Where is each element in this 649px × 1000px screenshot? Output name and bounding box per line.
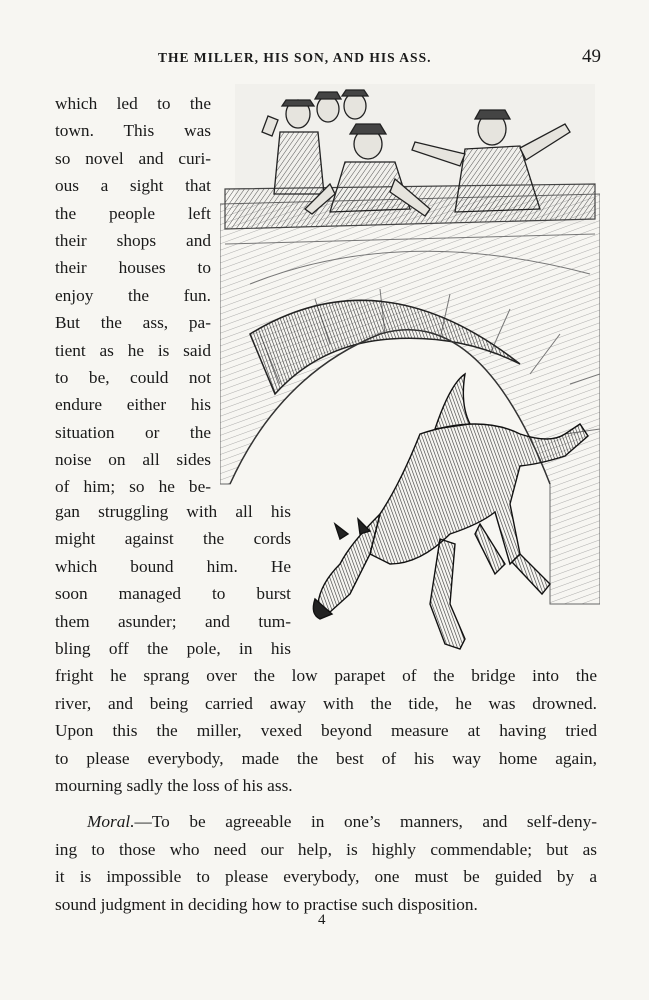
text-line: it is impossible to please everybody, one must be guided by a xyxy=(55,867,597,887)
paragraph-gap xyxy=(55,800,597,808)
text-line: river, and being carried away with the tide, he was drowned. xyxy=(55,693,597,713)
signature-mark: 4 xyxy=(318,912,326,928)
text-line: tient as he is said xyxy=(55,340,211,360)
text-line: soon managed to burst xyxy=(55,584,291,604)
body-text-mid-column xyxy=(55,498,291,662)
moral-first-line xyxy=(55,808,597,836)
text-line: to be, could not xyxy=(55,367,211,387)
text-line: might against the cords xyxy=(55,529,291,549)
text-line: But the ass, pa- xyxy=(55,313,211,333)
text-line: to please everybody, made the best of his way home again, xyxy=(55,748,597,768)
text-line: fright he sprang over the low parapet of the bridge into the xyxy=(55,666,597,685)
text-line: of him; so he be- xyxy=(55,477,211,497)
text-line: them asunder; and tum- xyxy=(55,611,291,631)
text-line: the people left xyxy=(55,203,211,223)
body-text-narrow-column xyxy=(55,90,211,501)
text-line: Upon this the miller, vexed beyond measure at having tried xyxy=(55,721,597,741)
text-line: situation or the xyxy=(55,422,211,442)
text-line: mourning sadly the loss of his ass. xyxy=(55,776,293,796)
running-head xyxy=(150,48,599,72)
page-number: 49 xyxy=(582,46,601,67)
text-line: bling off the pole, in his xyxy=(55,638,291,658)
text-line: town. This was xyxy=(55,121,211,141)
text-line: gan struggling with all his xyxy=(55,502,291,521)
moral-text: —To be agreeable in one’s manners, and self-deny- xyxy=(134,811,597,831)
text-line: so novel and curi- xyxy=(55,148,211,168)
text-line: ing to those who need our help, is highly commendable; but as xyxy=(55,839,597,859)
text-line: their shops and xyxy=(55,230,211,250)
text-line: enjoy the fun. xyxy=(55,285,211,305)
text-line: noise on all sides xyxy=(55,450,211,470)
text-line: ous a sight that xyxy=(55,176,211,196)
text-line: which led to the xyxy=(55,94,211,113)
text-line: sound judgment in deciding how to practise such disposition. xyxy=(55,894,478,914)
text-line: their houses to xyxy=(55,258,211,278)
text-line: endure either his xyxy=(55,395,211,415)
body-text-full-width xyxy=(55,662,597,918)
text-line: which bound him. He xyxy=(55,556,291,576)
moral-label: Moral. xyxy=(87,811,135,831)
running-title: THE MILLER, HIS SON, AND HIS ASS. xyxy=(158,50,432,65)
